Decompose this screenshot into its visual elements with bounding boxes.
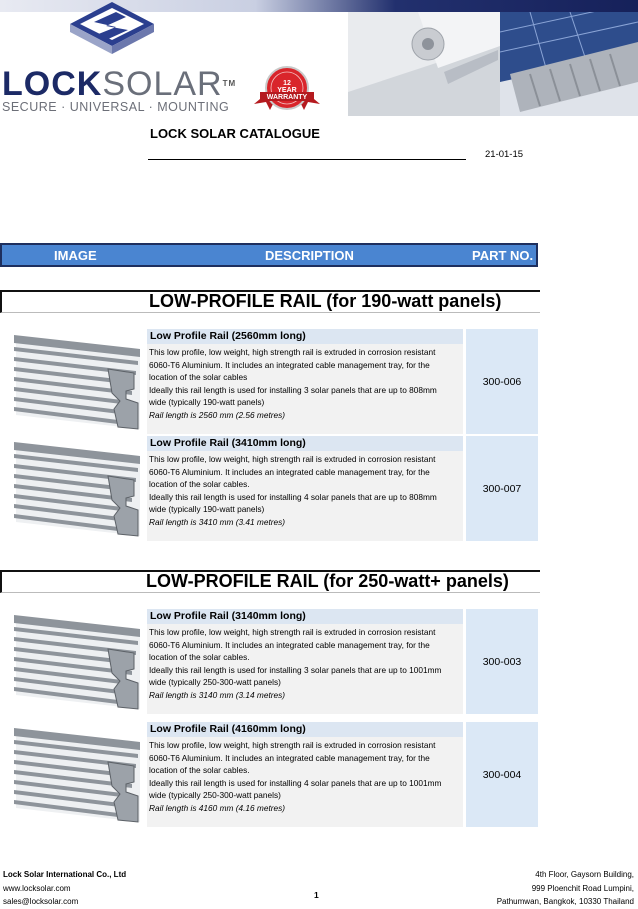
product-row <box>0 722 540 827</box>
catalogue-date: 21-01-15 <box>485 149 524 160</box>
product-title: Low Profile Rail (4160mm long) <box>147 722 463 737</box>
column-header-bar <box>0 243 538 267</box>
product-row <box>0 609 540 714</box>
website-link[interactable]: www.locksolar.com <box>3 883 71 893</box>
section-heading: LOW-PROFILE RAIL (for 190-watt panels) <box>0 290 540 313</box>
product-row <box>0 329 540 434</box>
part-number: 300-006 <box>466 329 538 434</box>
part-number: 300-003 <box>466 609 538 714</box>
logo-wordmark: LOCKSOLAR™ <box>2 65 237 103</box>
email-link[interactable]: sales@locksolar.com <box>3 897 79 906</box>
mounting-photo-image <box>348 12 500 116</box>
product-description: This low profile, low weight, high strength rail is extruded in corrosion resistant 6060-T6 Aluminium. It includes an integrated cable management tray, for the location of the solar cables Ideally this rail length is used for installing 3 solar panels that are up to 808mm wide (typically 190-watt panels) Rail length is 2560 mm (2.56 metres) <box>147 344 463 434</box>
footer-contact <box>3 868 126 909</box>
rail-product-image <box>8 436 144 541</box>
section-heading: LOW-PROFILE RAIL (for 250-watt+ panels) <box>0 570 540 593</box>
product-title: Low Profile Rail (3410mm long) <box>147 436 463 451</box>
svg-text:12: 12 <box>283 80 291 87</box>
catalogue-title: LOCK SOLAR CATALOGUE <box>150 126 320 141</box>
column-header-description: DESCRIPTION <box>265 248 354 263</box>
part-number: 300-004 <box>466 722 538 827</box>
column-header-image: IMAGE <box>54 248 97 263</box>
part-number: 300-007 <box>466 436 538 541</box>
rail-product-image <box>8 722 144 827</box>
rail-length-note: Rail length is 3140 mm (3.14 metres) <box>149 689 286 700</box>
column-header-part-no: PART NO. <box>472 248 534 263</box>
title-underline <box>148 159 466 160</box>
svg-text:WARRANTY: WARRANTY <box>266 94 308 101</box>
rail-product-image <box>8 329 144 434</box>
company-name: Lock Solar International Co., Ltd <box>3 870 127 879</box>
rail-length-note: Rail length is 4160 mm (4.16 metres) <box>149 802 286 813</box>
header-banner <box>0 0 638 118</box>
rail-length-note: Rail length is 2560 mm (2.56 metres) <box>149 409 286 420</box>
footer-address: 4th Floor, Gaysorn Building, 999 Ploenchit Road Lumpini, Pathumwan, Bangkok, 10330 Thailand <box>496 870 634 906</box>
locksolar-logo-icon <box>64 0 160 62</box>
rail-length-note: Rail length is 3410 mm (3.41 metres) <box>149 516 286 527</box>
product-title: Low Profile Rail (3140mm long) <box>147 609 463 624</box>
warranty-seal-icon <box>252 64 322 114</box>
product-description: This low profile, low weight, high strength rail is extruded in corrosion resistant 6060-T6 Aluminium. It includes an integrated cable management tray, for the location of the solar cables. Ideally this rail length is used for installing 3 solar panels that are up to 1001mm wide (typically 250-300-watt panels) Rail length is 3140 mm (3.14 metres) <box>147 624 463 714</box>
product-description: This low profile, low weight, high strength rail is extruded in corrosion resistant 6060-T6 Aluminium. It includes an integrated cable management tray, for the location of the solar cables. Ideally this rail length is used for installing 4 solar panels that are up to 808mm wide (typically 190-watt panels) Rail length is 3410 mm (3.41 metres) <box>147 451 463 541</box>
svg-text:YEAR: YEAR <box>277 87 297 94</box>
page-number: 1 <box>314 890 319 900</box>
rail-photo-image <box>500 12 638 116</box>
rail-product-image <box>8 609 144 714</box>
product-title: Low Profile Rail (2560mm long) <box>147 329 463 344</box>
logo-tagline: SECURE · UNIVERSAL · MOUNTING <box>2 100 230 114</box>
product-row <box>0 436 540 541</box>
product-description: This low profile, low weight, high strength rail is extruded in corrosion resistant 6060-T6 Aluminium. It includes an integrated cable management tray, for the location of the solar cables. Ideally this rail length is used for installing 4 solar panels that are up to 1001mm wide (typically 250-300-watt panels) Rail length is 4160 mm (4.16 metres) <box>147 737 463 827</box>
